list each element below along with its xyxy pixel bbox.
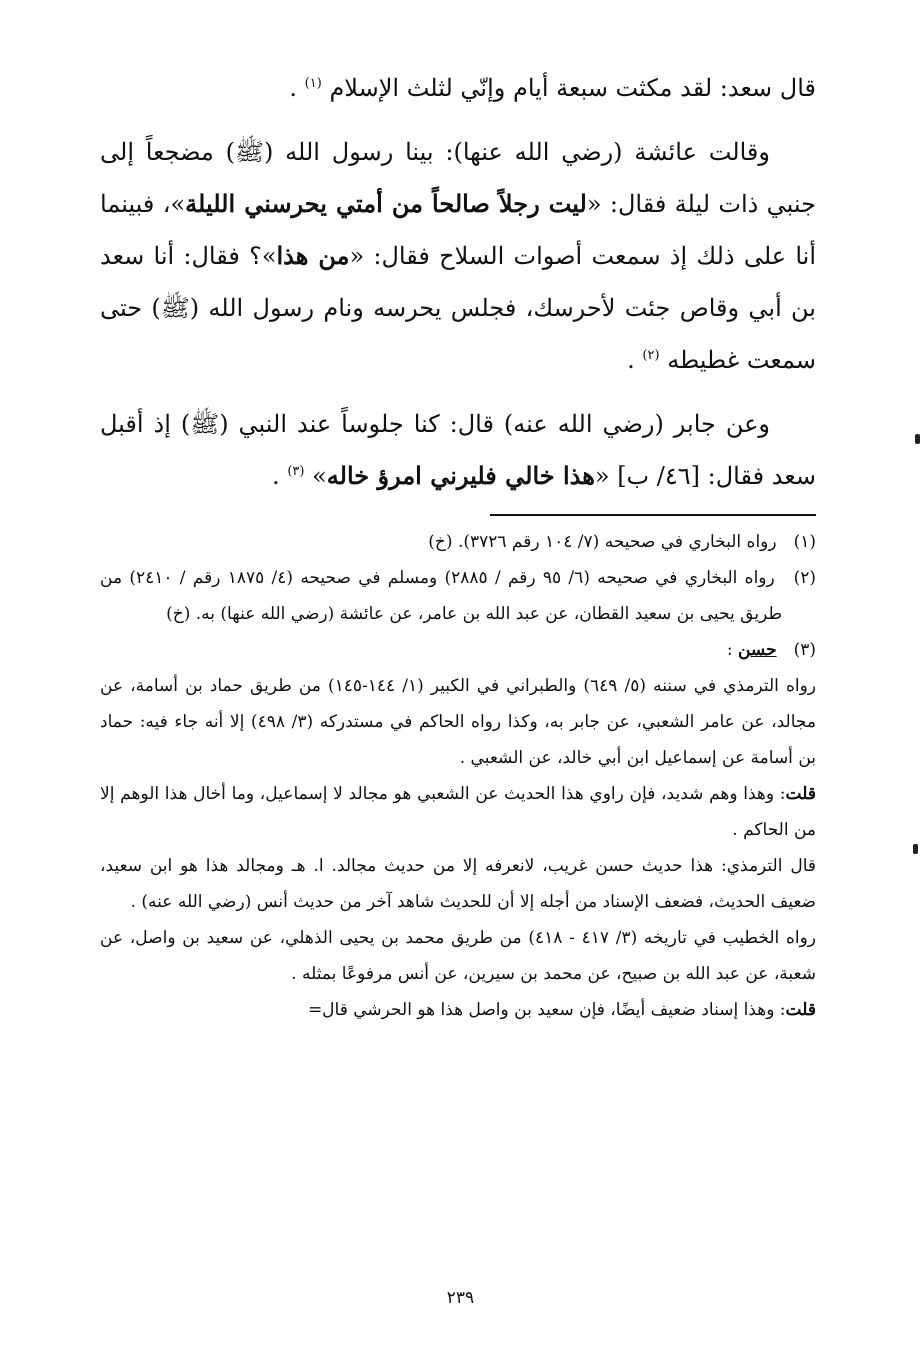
- footnote-2-number: (٢): [793, 568, 817, 588]
- paragraph-2: وقالت عائشة (رضي الله عنها): بينا رسول الله (ﷺ) مضجعاً إلى جنبي ذات ليلة فقال: «ليت رجلاً صالحاً من أمتي يحرسني الليلة»، فبينما أنا على ذلك إذ سمعت أصوات السلاح فقال: «من هذا»؟ فقال: أنا سعد بن أبي وقاص جئت لأحرسك، فجلس يحرسه ونام رسول الله (ﷺ) حتى سمعت غطيطه $^{(٢)}$ .: [100, 138, 816, 374]
- hadith-grade: حسن: [737, 640, 777, 660]
- footnote-3-para-2: [100, 776, 816, 848]
- footnote-1: [100, 524, 816, 560]
- footnote-1-text: رواه البخاري في صحيحه (٧/ ١٠٤ رقم ٣٧٢٦). (خ): [428, 532, 777, 552]
- paragraph-1: قال سعد: لقد مكثت سبعة أيام وإنّي لثلث الإسلام $^{(١)}$ .: [289, 74, 816, 102]
- paragraph-3: وعن جابر (رضي الله عنه) قال: كنا جلوساً عند النبي (ﷺ) إذ أقبل سعد فقال: [٤٦/ ب] «هذا خالي فليرني امرؤ خاله» $^{(٣)}$ .: [100, 410, 816, 490]
- margin-mark-bottom: [913, 844, 918, 854]
- footnote-ref-1[interactable]: (١): [304, 76, 322, 91]
- footnote-ref-3[interactable]: (٣): [287, 464, 305, 479]
- footnote-2-text: رواه البخاري في صحيحه (٦/ ٩٥ رقم / ٢٨٨٥) ومسلم في صحيحه (٤/ ١٨٧٥ رقم / ٢٤١٠) من طريق يحيى بن سعيد القطان، عن عبد الله بن عامر، عن عائشة (رضي الله عنها) به. (خ): [100, 568, 782, 624]
- footnotes: [100, 524, 816, 1028]
- margin-mark-top: [915, 434, 920, 444]
- footnote-2: [100, 560, 816, 632]
- footnote-3-para-5: [100, 992, 816, 1028]
- quote-who: من هذا: [276, 241, 350, 270]
- footnote-3-heading: (٣) حسن :: [100, 632, 816, 668]
- footnote-3-text-e: : وهذا إسناد ضعيف أيضًا، فإن سعيد بن واصل هذا هو الحرشي قال=: [307, 1000, 786, 1020]
- page-body: [100, 62, 816, 1028]
- qult-label: قلت: [785, 784, 816, 804]
- qult-label-2: قلت: [785, 1000, 816, 1020]
- quote-uncle: هذا خالي فليرني امرؤ خاله: [326, 461, 595, 490]
- footnote-3-para-4: [100, 920, 816, 992]
- footnote-ref-2[interactable]: (٢): [642, 348, 660, 363]
- paragraph-2-text-b: »، فبينما أنا على ذلك إذ سمعت أصوات السلاح فقال: «: [100, 190, 816, 270]
- footnote-3-text-d: رواه الخطيب في تاريخه (٣/ ٤١٧ - ٤١٨) من طريق محمد بن يحيى الذهلي، عن سعيد بن واصل، عن شعبة، عن عبد الله بن صبيح، عن محمد بن سيرين، عن أنس مرفوعًا بمثله .: [100, 928, 816, 984]
- quote-guard: ليت رجلاً صالحاً من أمتي يحرسني الليلة: [185, 189, 587, 218]
- footnote-3-number: (٣): [793, 640, 816, 660]
- paragraph-3-text-a: وعن جابر (رضي الله عنه) قال: كنا جلوساً عند النبي (ﷺ) إذ أقبل سعد فقال: [٤٦/ ب] «: [100, 410, 816, 490]
- paragraph-3-text-b: »: [312, 462, 327, 490]
- footnote-divider: [490, 514, 816, 516]
- main-text: [100, 62, 816, 502]
- footnote-3-para-1: [100, 668, 816, 776]
- footnote-3-para-3: [100, 848, 816, 920]
- footnote-3-text-c: قال الترمذي: هذا حديث حسن غريب، لانعرفه إلا من حديث مجالد. ا. هـ ومجالد هذا هو ابن سعيد، ضعيف الحديث، فضعف الإسناد من أجله إلا أن للحديث شاهد آخر من حديث أنس (رضي الله عنه) .: [100, 856, 816, 912]
- paragraph-1-text: قال سعد: لقد مكثت سبعة أيام وإنّي لثلث الإسلام: [329, 74, 816, 102]
- footnote-3-text-b: : وهذا وهم شديد، فإن راوي هذا الحديث عن الشعبي هو مجالد لا إسماعيل، وما أخال هذا الوهم إلا من الحاكم .: [100, 784, 816, 840]
- paragraph-2-text-c: »؟ فقال: أنا سعد بن أبي وقاص جئت لأحرسك، فجلس يحرسه ونام رسول الله (ﷺ) حتى سمعت غطيطه: [100, 242, 816, 374]
- page-number: ٢٣٩: [446, 1288, 475, 1308]
- paragraph-2-text-a: وقالت عائشة (رضي الله عنها): بينا رسول الله (ﷺ) مضجعاً إلى جنبي ذات ليلة فقال: «: [100, 138, 816, 218]
- footnote-3-text-a: رواه الترمذي في سننه (٥/ ٦٤٩) والطبراني في الكبير (١/ ١٤٤-١٤٥) من طريق حماد بن أسامة، عن مجالد، عن عامر الشعبي، عن جابر به، وكذا رواه الحاكم في مستدركه (٣/ ٤٩٨) إلا أنه جاء فيه: حماد بن أسامة عن إسماعيل ابن أبي خالد، عن الشعبي .: [100, 676, 816, 768]
- footnote-1-number: (١): [793, 532, 816, 552]
